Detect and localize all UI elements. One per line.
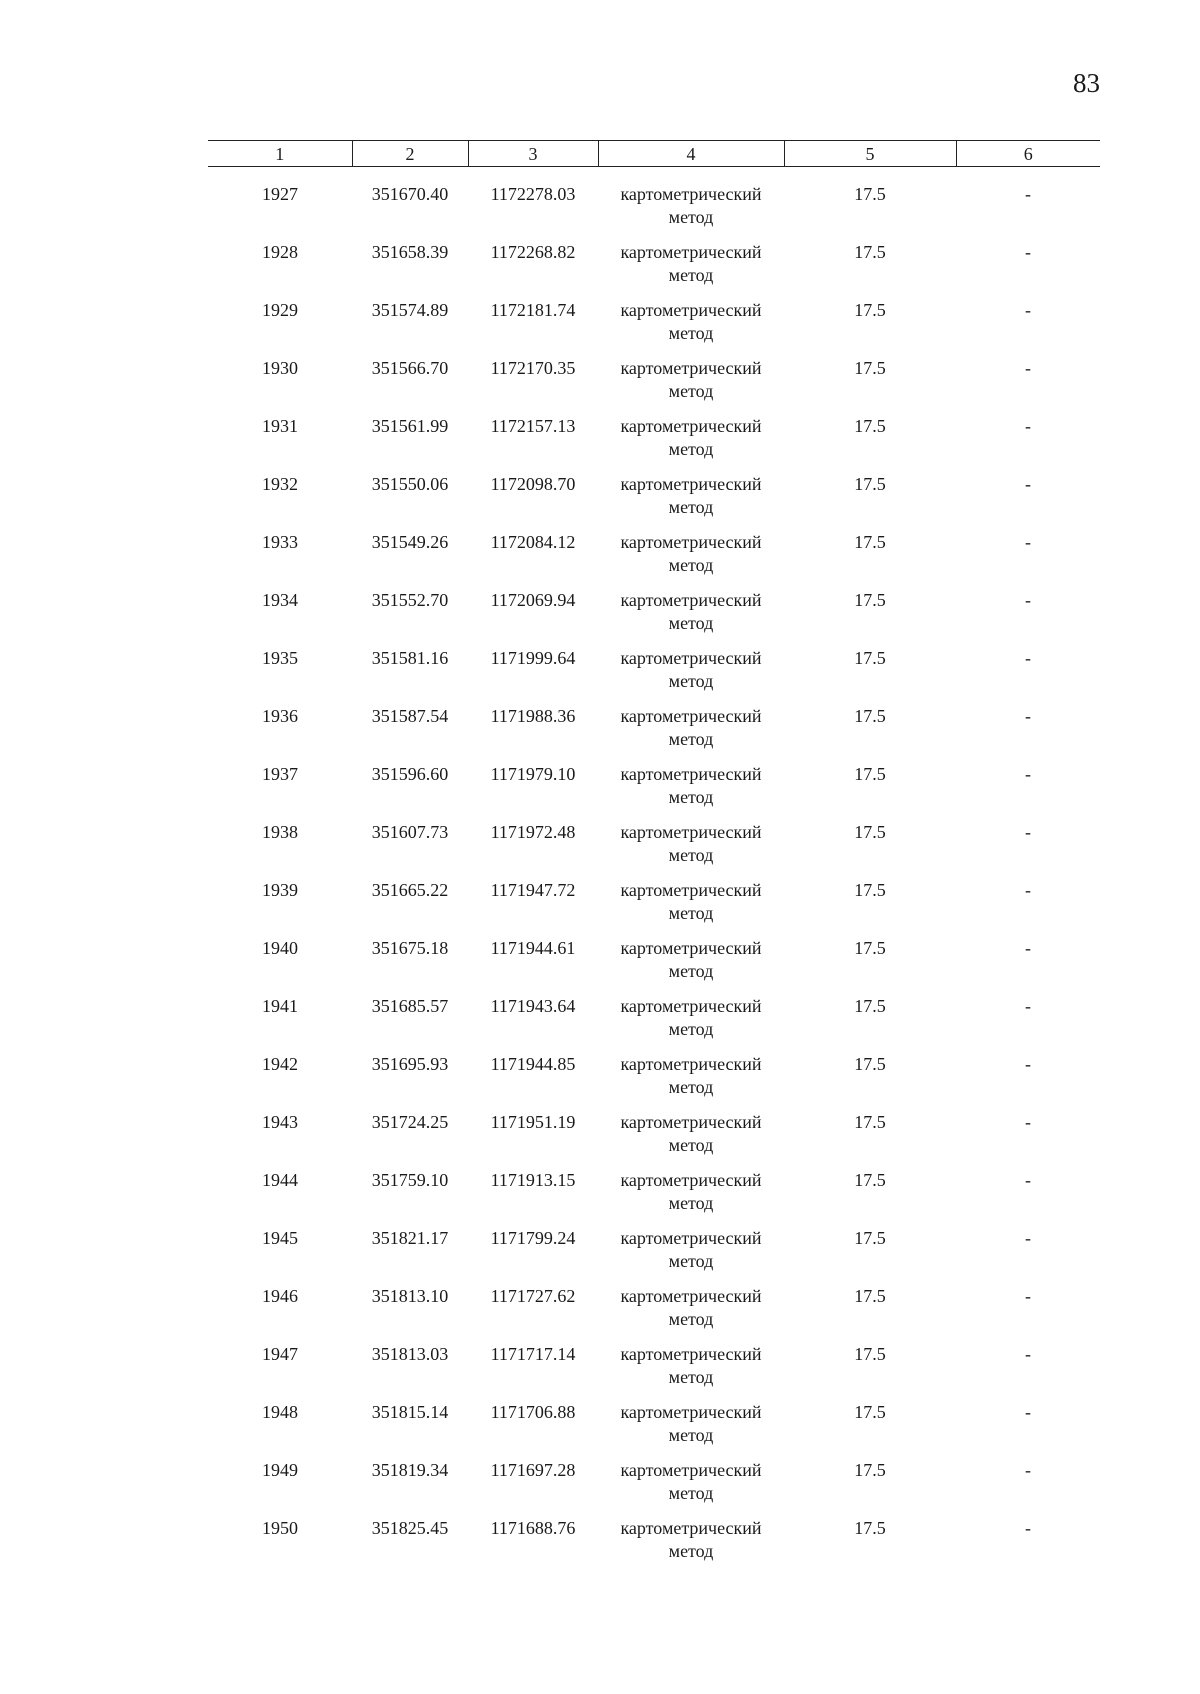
y-coordinate-cell: 1171913.15 xyxy=(490,1170,576,1190)
note-cell: - xyxy=(1025,532,1031,552)
method-line-2: метод xyxy=(668,613,714,633)
table-row xyxy=(208,1111,1100,1169)
table-row xyxy=(208,763,1100,821)
note-cell: - xyxy=(1025,1286,1031,1306)
method-line-2: метод xyxy=(668,381,714,401)
method-cell xyxy=(598,1227,784,1285)
method-cell xyxy=(598,1343,784,1401)
accuracy-cell: 17.5 xyxy=(854,1460,886,1480)
y-coordinate-cell: 1171972.48 xyxy=(490,822,576,842)
x-coordinate-cell: 351550.06 xyxy=(371,474,449,494)
point-number-cell: 1949 xyxy=(262,1460,298,1480)
y-coordinate-cell: 1172170.35 xyxy=(490,358,576,378)
table-row xyxy=(208,1401,1100,1459)
method-cell xyxy=(598,879,784,937)
table-header xyxy=(208,141,1100,167)
x-coordinate-cell: 351581.16 xyxy=(371,648,449,668)
method-line-1: картометрический xyxy=(620,532,762,552)
method-line-1: картометрический xyxy=(620,1228,762,1248)
table-row xyxy=(208,821,1100,879)
x-coordinate-cell: 351607.73 xyxy=(371,822,449,842)
method-cell xyxy=(598,1285,784,1343)
note-cell: - xyxy=(1025,1054,1031,1074)
method-line-1: картометрический xyxy=(620,358,762,378)
header-cell-2: 2 xyxy=(352,141,468,167)
x-coordinate-cell: 351675.18 xyxy=(371,938,449,958)
method-line-1: картометрический xyxy=(620,706,762,726)
method-line-2: метод xyxy=(668,1309,714,1329)
method-line-2: метод xyxy=(668,1135,714,1155)
note-cell: - xyxy=(1025,1402,1031,1422)
method-line-2: метод xyxy=(668,961,714,981)
x-coordinate-cell: 351552.70 xyxy=(371,590,449,610)
table-row xyxy=(208,1169,1100,1227)
x-coordinate-cell: 351665.22 xyxy=(371,880,449,900)
point-number-cell: 1928 xyxy=(262,242,298,262)
table-row xyxy=(208,1227,1100,1285)
table-row xyxy=(208,241,1100,299)
header-cell-1: 1 xyxy=(208,141,352,167)
table-row xyxy=(208,415,1100,473)
method-cell xyxy=(598,705,784,763)
header-cell-4: 4 xyxy=(598,141,784,167)
method-line-2: метод xyxy=(668,1077,714,1097)
method-cell xyxy=(598,1517,784,1575)
note-cell: - xyxy=(1025,1112,1031,1132)
method-line-1: картометрический xyxy=(620,1344,762,1364)
method-line-1: картометрический xyxy=(620,1286,762,1306)
method-line-1: картометрический xyxy=(620,242,762,262)
header-cell-6: 6 xyxy=(956,141,1100,167)
method-line-2: метод xyxy=(668,265,714,285)
table-row xyxy=(208,167,1100,242)
header-cell-3: 3 xyxy=(468,141,598,167)
x-coordinate-cell: 351813.10 xyxy=(371,1286,449,1306)
method-cell xyxy=(598,167,784,242)
method-cell xyxy=(598,473,784,531)
x-coordinate-cell: 351724.25 xyxy=(371,1112,449,1132)
table-row xyxy=(208,1459,1100,1517)
method-line-2: метод xyxy=(668,555,714,575)
method-line-1: картометрический xyxy=(620,1112,762,1132)
x-coordinate-cell: 351561.99 xyxy=(371,416,449,436)
accuracy-cell: 17.5 xyxy=(854,300,886,320)
point-number-cell: 1936 xyxy=(262,706,298,726)
x-coordinate-cell: 351815.14 xyxy=(371,1402,449,1422)
method-cell xyxy=(598,415,784,473)
accuracy-cell: 17.5 xyxy=(854,1228,886,1248)
y-coordinate-cell: 1171688.76 xyxy=(490,1518,576,1538)
point-number-cell: 1937 xyxy=(262,764,298,784)
point-number-cell: 1939 xyxy=(262,880,298,900)
y-coordinate-cell: 1171706.88 xyxy=(490,1402,576,1422)
y-coordinate-cell: 1172069.94 xyxy=(490,590,576,610)
point-number-cell: 1935 xyxy=(262,648,298,668)
x-coordinate-cell: 351587.54 xyxy=(371,706,449,726)
point-number-cell: 1950 xyxy=(262,1518,298,1538)
table-row xyxy=(208,705,1100,763)
accuracy-cell: 17.5 xyxy=(854,532,886,552)
accuracy-cell: 17.5 xyxy=(854,1170,886,1190)
point-number-cell: 1930 xyxy=(262,358,298,378)
method-cell xyxy=(598,763,784,821)
note-cell: - xyxy=(1025,1518,1031,1538)
table-row xyxy=(208,299,1100,357)
method-line-2: метод xyxy=(668,1251,714,1271)
note-cell: - xyxy=(1025,474,1031,494)
method-line-2: метод xyxy=(668,1483,714,1503)
point-number-cell: 1945 xyxy=(262,1228,298,1248)
method-cell xyxy=(598,531,784,589)
accuracy-cell: 17.5 xyxy=(854,184,886,204)
method-line-2: метод xyxy=(668,845,714,865)
y-coordinate-cell: 1171697.28 xyxy=(490,1460,576,1480)
table-row xyxy=(208,357,1100,415)
table-row xyxy=(208,879,1100,937)
note-cell: - xyxy=(1025,1170,1031,1190)
x-coordinate-cell: 351685.57 xyxy=(371,996,449,1016)
table-row xyxy=(208,1517,1100,1575)
method-line-1: картометрический xyxy=(620,474,762,494)
accuracy-cell: 17.5 xyxy=(854,474,886,494)
method-line-1: картометрический xyxy=(620,1518,762,1538)
header-cell-5: 5 xyxy=(784,141,956,167)
note-cell: - xyxy=(1025,1460,1031,1480)
y-coordinate-cell: 1171944.85 xyxy=(490,1054,576,1074)
coordinates-table xyxy=(208,140,1100,1575)
method-cell xyxy=(598,821,784,879)
accuracy-cell: 17.5 xyxy=(854,242,886,262)
y-coordinate-cell: 1171947.72 xyxy=(490,880,576,900)
header-row xyxy=(208,141,1100,167)
point-number-cell: 1927 xyxy=(262,184,298,204)
note-cell: - xyxy=(1025,1228,1031,1248)
note-cell: - xyxy=(1025,648,1031,668)
method-line-1: картометрический xyxy=(620,648,762,668)
x-coordinate-cell: 351813.03 xyxy=(371,1344,449,1364)
method-line-2: метод xyxy=(668,903,714,923)
method-line-1: картометрический xyxy=(620,1402,762,1422)
point-number-cell: 1943 xyxy=(262,1112,298,1132)
note-cell: - xyxy=(1025,184,1031,204)
method-line-1: картометрический xyxy=(620,938,762,958)
point-number-cell: 1929 xyxy=(262,300,298,320)
y-coordinate-cell: 1172268.82 xyxy=(490,242,576,262)
accuracy-cell: 17.5 xyxy=(854,1286,886,1306)
method-cell xyxy=(598,1401,784,1459)
x-coordinate-cell: 351695.93 xyxy=(371,1054,449,1074)
method-line-1: картометрический xyxy=(620,1460,762,1480)
accuracy-cell: 17.5 xyxy=(854,880,886,900)
y-coordinate-cell: 1172098.70 xyxy=(490,474,576,494)
method-cell xyxy=(598,241,784,299)
accuracy-cell: 17.5 xyxy=(854,822,886,842)
method-line-1: картометрический xyxy=(620,590,762,610)
method-cell xyxy=(598,1053,784,1111)
method-cell xyxy=(598,647,784,705)
y-coordinate-cell: 1172157.13 xyxy=(490,416,576,436)
table-body xyxy=(208,167,1100,1576)
x-coordinate-cell: 351825.45 xyxy=(371,1518,449,1538)
x-coordinate-cell: 351759.10 xyxy=(371,1170,449,1190)
note-cell: - xyxy=(1025,706,1031,726)
accuracy-cell: 17.5 xyxy=(854,1112,886,1132)
note-cell: - xyxy=(1025,300,1031,320)
point-number-cell: 1932 xyxy=(262,474,298,494)
note-cell: - xyxy=(1025,764,1031,784)
x-coordinate-cell: 351549.26 xyxy=(371,532,449,552)
method-line-1: картометрический xyxy=(620,996,762,1016)
point-number-cell: 1941 xyxy=(262,996,298,1016)
method-line-2: метод xyxy=(668,1425,714,1445)
method-cell xyxy=(598,357,784,415)
y-coordinate-cell: 1171988.36 xyxy=(490,706,576,726)
y-coordinate-cell: 1171727.62 xyxy=(490,1286,576,1306)
note-cell: - xyxy=(1025,822,1031,842)
point-number-cell: 1944 xyxy=(262,1170,298,1190)
method-line-2: метод xyxy=(668,787,714,807)
method-line-2: метод xyxy=(668,1367,714,1387)
table-row xyxy=(208,647,1100,705)
y-coordinate-cell: 1172278.03 xyxy=(490,184,576,204)
point-number-cell: 1934 xyxy=(262,590,298,610)
method-cell xyxy=(598,589,784,647)
method-line-1: картометрический xyxy=(620,764,762,784)
accuracy-cell: 17.5 xyxy=(854,416,886,436)
y-coordinate-cell: 1172084.12 xyxy=(490,532,576,552)
x-coordinate-cell: 351574.89 xyxy=(371,300,449,320)
method-line-2: метод xyxy=(668,671,714,691)
accuracy-cell: 17.5 xyxy=(854,358,886,378)
method-line-2: метод xyxy=(668,1541,714,1561)
x-coordinate-cell: 351658.39 xyxy=(371,242,449,262)
table-row xyxy=(208,937,1100,995)
table-row xyxy=(208,1343,1100,1401)
table-row xyxy=(208,589,1100,647)
point-number-cell: 1947 xyxy=(262,1344,298,1364)
method-cell xyxy=(598,1111,784,1169)
accuracy-cell: 17.5 xyxy=(854,1054,886,1074)
method-line-2: метод xyxy=(668,439,714,459)
table-row xyxy=(208,995,1100,1053)
note-cell: - xyxy=(1025,996,1031,1016)
point-number-cell: 1933 xyxy=(262,532,298,552)
accuracy-cell: 17.5 xyxy=(854,1344,886,1364)
point-number-cell: 1938 xyxy=(262,822,298,842)
note-cell: - xyxy=(1025,242,1031,262)
table-row xyxy=(208,1285,1100,1343)
y-coordinate-cell: 1171999.64 xyxy=(490,648,576,668)
method-cell xyxy=(598,995,784,1053)
table-row xyxy=(208,531,1100,589)
page-number: 83 xyxy=(1073,68,1100,98)
accuracy-cell: 17.5 xyxy=(854,1402,886,1422)
accuracy-cell: 17.5 xyxy=(854,1518,886,1538)
table-row xyxy=(208,473,1100,531)
method-line-1: картометрический xyxy=(620,822,762,842)
accuracy-cell: 17.5 xyxy=(854,706,886,726)
method-cell xyxy=(598,1459,784,1517)
x-coordinate-cell: 351566.70 xyxy=(371,358,449,378)
accuracy-cell: 17.5 xyxy=(854,590,886,610)
method-line-2: метод xyxy=(668,1019,714,1039)
y-coordinate-cell: 1171943.64 xyxy=(490,996,576,1016)
method-line-1: картометрический xyxy=(620,300,762,320)
method-cell xyxy=(598,937,784,995)
method-cell xyxy=(598,1169,784,1227)
method-cell xyxy=(598,299,784,357)
method-line-2: метод xyxy=(668,729,714,749)
point-number-cell: 1940 xyxy=(262,938,298,958)
accuracy-cell: 17.5 xyxy=(854,764,886,784)
x-coordinate-cell: 351819.34 xyxy=(371,1460,449,1480)
y-coordinate-cell: 1171951.19 xyxy=(490,1112,576,1132)
table-row xyxy=(208,1053,1100,1111)
accuracy-cell: 17.5 xyxy=(854,938,886,958)
x-coordinate-cell: 351821.17 xyxy=(371,1228,449,1248)
accuracy-cell: 17.5 xyxy=(854,648,886,668)
method-line-1: картометрический xyxy=(620,184,762,204)
y-coordinate-cell: 1171979.10 xyxy=(490,764,576,784)
x-coordinate-cell: 351670.40 xyxy=(371,184,449,204)
x-coordinate-cell: 351596.60 xyxy=(371,764,449,784)
y-coordinate-cell: 1171799.24 xyxy=(490,1228,576,1248)
method-line-2: метод xyxy=(668,1193,714,1213)
y-coordinate-cell: 1172181.74 xyxy=(490,300,576,320)
method-line-1: картометрический xyxy=(620,1170,762,1190)
method-line-2: метод xyxy=(668,497,714,517)
note-cell: - xyxy=(1025,416,1031,436)
note-cell: - xyxy=(1025,590,1031,610)
note-cell: - xyxy=(1025,1344,1031,1364)
method-line-2: метод xyxy=(668,207,714,227)
point-number-cell: 1942 xyxy=(262,1054,298,1074)
note-cell: - xyxy=(1025,880,1031,900)
note-cell: - xyxy=(1025,358,1031,378)
method-line-1: картометрический xyxy=(620,1054,762,1074)
point-number-cell: 1931 xyxy=(262,416,298,436)
accuracy-cell: 17.5 xyxy=(854,996,886,1016)
point-number-cell: 1948 xyxy=(262,1402,298,1422)
method-line-1: картометрический xyxy=(620,416,762,436)
point-number-cell: 1946 xyxy=(262,1286,298,1306)
method-line-2: метод xyxy=(668,323,714,343)
y-coordinate-cell: 1171944.61 xyxy=(490,938,576,958)
note-cell: - xyxy=(1025,938,1031,958)
y-coordinate-cell: 1171717.14 xyxy=(490,1344,576,1364)
method-line-1: картометрический xyxy=(620,880,762,900)
